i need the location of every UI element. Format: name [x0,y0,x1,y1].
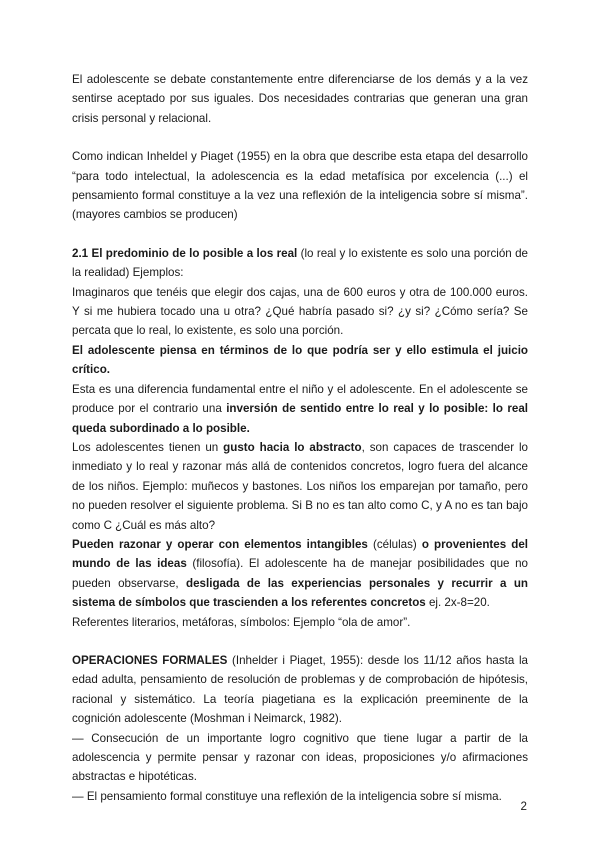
bold-statement: El adolescente piensa en términos de lo que podría ser y ello estimula el juicio crítico. [72,343,528,377]
bold-run: Pueden razonar y operar con elementos intangibles [72,537,368,551]
spacer [72,225,528,244]
bold-run: desligada de las experiencias personales y recurrir a un sistema de símbolos que trascienden a los referentes concretos [72,576,528,610]
bullet-formal-thought: — El pensamiento formal constituye una reflexión de la inteligencia sobre sí misma. [72,789,502,803]
section-2-1-heading-paragraph [72,244,528,283]
bold-run: gusto hacia lo abstracto [223,440,362,454]
bullet-cognitive-achievement: — Consecución de un importante logro cognitivo que tiene lugar a partir de la adolescencia y permite pensar y razonar con ideas, proposiciones y/o afirmaciones abstractas e hipotéticas. [72,731,528,784]
spacer [72,128,528,147]
paragraph-literary-references: Referentes literarios, metáforas, símbolos: Ejemplo “ola de amor”. [72,615,411,629]
paragraph-formal-operations [72,651,528,729]
text-run: Esta es una diferencia fundamental entre el niño y el adolescente. En el adolescente se produce por el contrario una [72,382,528,416]
page-body [72,70,528,806]
text-run: ej. 2x-8=20. [425,596,490,610]
paragraph-intangible [72,535,528,613]
spacer [72,632,528,651]
page-number: 2 [520,800,527,813]
formal-operations-heading: OPERACIONES FORMALES [72,653,228,667]
paragraph-critical-judgement [72,341,528,380]
paragraph-piaget-quote: Como indican Inheldel y Piaget (1955) en la obra que describe esta etapa del desarrollo “para todo intelectual, la adolescencia es la edad metafísica por excelencia (...) el pensamiento formal constituye a la vez una reflexión de la inteligencia sobre sí misma”.(mayores cambios se producen) [72,150,528,222]
paragraph-boxes-example: Imaginaros que tenéis que elegir dos cajas, una de 600 euros y otra de 100.000 euros. Y si me hubiera tocado una u otra? ¿Qué habría pasado si? ¿y si? ¿Cómo sería? Se percata que lo real, lo existente, es solo una porción. [72,285,528,338]
text-run: (células) [367,537,422,551]
paragraph-adolescent-identity: El adolescente se debate constantemente entre diferenciarse de los demás y a la vez sentirse aceptado por sus iguales. Dos necesidades contrarias que generan una gran crisis personal y relacional. [72,73,528,125]
bold-run: o provenientes del mundo de las ideas [72,537,528,571]
section-2-1-heading: 2.1 El predominio de lo posible a los real [72,246,298,260]
text-run: Los adolescentes tienen un [72,440,224,454]
text-run: , son capaces de trascender lo inmediato y lo real y razonar más allá de contenidos concretos, logro fuera del alcance de los niños. Ejemplo: muñecos y bastones. Los niños los emparejan por tamaño, pero no pueden resolver el siguiente problema. Si B no es tan alto como C, y A no es tan bajo como C ¿Cuál es más alto? [72,440,528,532]
text-run: (filosofía). El adolescente ha de manejar posibilidades que no pueden observarse, [72,557,529,590]
paragraph-real-possible [72,380,528,438]
paragraph-abstract [72,438,528,535]
section-2-1-heading-note: (lo real y lo existente es solo una porción de la realidad) Ejemplos: [72,246,528,280]
text-run: (Inhelder i Piaget, 1955): desde los 11/12 años hasta la edad adulta, pensamiento de resolución de problemas y de comprobación de hipótesis, racional y sistemático. La teoría piagetiana es la explicación preeminente de la cognición adolescente (Moshman i Neimarck, 1982). [72,653,528,726]
bold-run: inversión de sentido entre lo real y lo posible: lo real queda subordinado a lo posible. [72,402,529,435]
